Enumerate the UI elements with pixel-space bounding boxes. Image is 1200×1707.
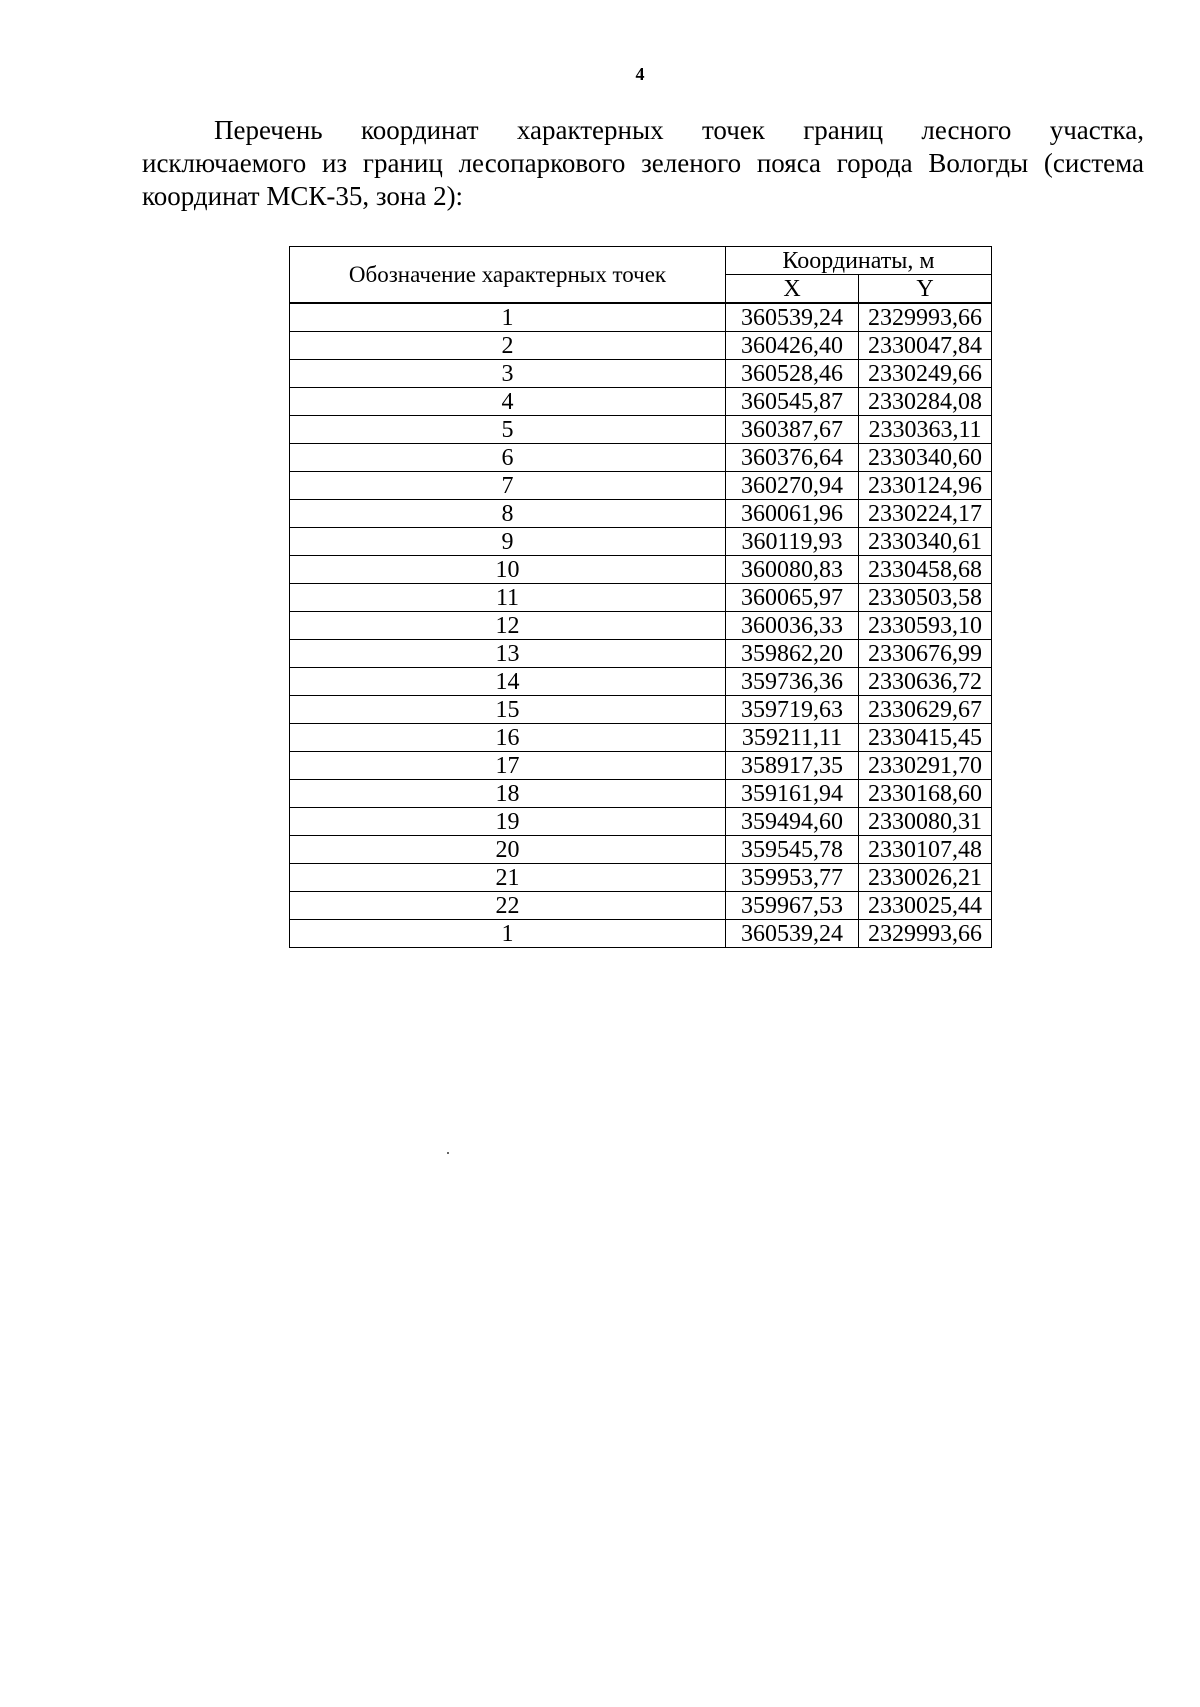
cell-point: 21 xyxy=(290,864,726,892)
header-point-designation: Обозначение характерных точек xyxy=(290,247,726,304)
cell-x: 359719,63 xyxy=(726,696,859,724)
table-row xyxy=(290,836,992,864)
table-row xyxy=(290,556,992,584)
table-header xyxy=(290,247,992,304)
table-row xyxy=(290,360,992,388)
table-row xyxy=(290,416,992,444)
cell-y: 2330107,48 xyxy=(859,836,992,864)
cell-y: 2330503,58 xyxy=(859,584,992,612)
cell-y: 2330284,08 xyxy=(859,388,992,416)
cell-point: 16 xyxy=(290,724,726,752)
cell-y: 2330080,31 xyxy=(859,808,992,836)
cell-x: 359953,77 xyxy=(726,864,859,892)
cell-y: 2330026,21 xyxy=(859,864,992,892)
cell-x: 360080,83 xyxy=(726,556,859,584)
cell-y: 2330168,60 xyxy=(859,780,992,808)
header-y: Y xyxy=(859,275,992,304)
scan-speck xyxy=(447,1152,449,1154)
cell-point: 14 xyxy=(290,668,726,696)
cell-x: 359736,36 xyxy=(726,668,859,696)
cell-point: 4 xyxy=(290,388,726,416)
cell-y: 2330629,67 xyxy=(859,696,992,724)
cell-point: 5 xyxy=(290,416,726,444)
cell-x: 360376,64 xyxy=(726,444,859,472)
table-row xyxy=(290,332,992,360)
cell-point: 10 xyxy=(290,556,726,584)
cell-point: 18 xyxy=(290,780,726,808)
cell-y: 2330025,44 xyxy=(859,892,992,920)
cell-x: 359967,53 xyxy=(726,892,859,920)
cell-x: 360036,33 xyxy=(726,612,859,640)
cell-y: 2330340,60 xyxy=(859,444,992,472)
cell-y: 2330291,70 xyxy=(859,752,992,780)
table-row xyxy=(290,668,992,696)
table-row xyxy=(290,528,992,556)
cell-y: 2330124,96 xyxy=(859,472,992,500)
cell-point: 2 xyxy=(290,332,726,360)
cell-x: 360539,24 xyxy=(726,303,859,332)
table-row xyxy=(290,892,992,920)
cell-x: 359494,60 xyxy=(726,808,859,836)
table-row xyxy=(290,500,992,528)
coordinates-table xyxy=(289,246,992,948)
table-row xyxy=(290,752,992,780)
table-row xyxy=(290,584,992,612)
cell-point: 13 xyxy=(290,640,726,668)
table-row xyxy=(290,388,992,416)
cell-x: 360545,87 xyxy=(726,388,859,416)
cell-point: 12 xyxy=(290,612,726,640)
cell-y: 2329993,66 xyxy=(859,920,992,948)
cell-x: 360270,94 xyxy=(726,472,859,500)
header-x: X xyxy=(726,275,859,304)
cell-point: 6 xyxy=(290,444,726,472)
cell-x: 359862,20 xyxy=(726,640,859,668)
cell-point: 9 xyxy=(290,528,726,556)
cell-point: 3 xyxy=(290,360,726,388)
cell-y: 2330047,84 xyxy=(859,332,992,360)
cell-x: 359161,94 xyxy=(726,780,859,808)
cell-x: 360119,93 xyxy=(726,528,859,556)
cell-point: 1 xyxy=(290,303,726,332)
intro-paragraph xyxy=(142,114,1144,213)
cell-point: 15 xyxy=(290,696,726,724)
table-row xyxy=(290,920,992,948)
header-coordinates: Координаты, м xyxy=(726,247,992,275)
cell-y: 2330224,17 xyxy=(859,500,992,528)
cell-x: 360061,96 xyxy=(726,500,859,528)
cell-y: 2330636,72 xyxy=(859,668,992,696)
cell-x: 359545,78 xyxy=(726,836,859,864)
cell-point: 11 xyxy=(290,584,726,612)
table-row xyxy=(290,303,992,332)
cell-y: 2330415,45 xyxy=(859,724,992,752)
cell-x: 360426,40 xyxy=(726,332,859,360)
cell-x: 360528,46 xyxy=(726,360,859,388)
cell-y: 2330676,99 xyxy=(859,640,992,668)
cell-y: 2329993,66 xyxy=(859,303,992,332)
table-body xyxy=(290,303,992,948)
table-row xyxy=(290,864,992,892)
cell-y: 2330458,68 xyxy=(859,556,992,584)
table-row xyxy=(290,444,992,472)
cell-point: 7 xyxy=(290,472,726,500)
table-row xyxy=(290,640,992,668)
intro-first-line: Перечень координат характерных точек границ лесного участка, xyxy=(214,115,1144,145)
table-row xyxy=(290,696,992,724)
cell-point: 20 xyxy=(290,836,726,864)
cell-x: 358917,35 xyxy=(726,752,859,780)
intro-rest: исключаемого из границ лесопаркового зеленого пояса города Вологды (система координат МСК-35, зона 2): xyxy=(142,148,1144,211)
cell-y: 2330593,10 xyxy=(859,612,992,640)
cell-point: 19 xyxy=(290,808,726,836)
cell-y: 2330363,11 xyxy=(859,416,992,444)
cell-x: 359211,11 xyxy=(726,724,859,752)
table-row xyxy=(290,780,992,808)
table-row xyxy=(290,472,992,500)
cell-x: 360387,67 xyxy=(726,416,859,444)
cell-point: 1 xyxy=(290,920,726,948)
cell-point: 17 xyxy=(290,752,726,780)
table-row xyxy=(290,808,992,836)
cell-point: 22 xyxy=(290,892,726,920)
page-number: 4 xyxy=(635,64,645,84)
table-row xyxy=(290,724,992,752)
table-row xyxy=(290,612,992,640)
cell-y: 2330249,66 xyxy=(859,360,992,388)
cell-y: 2330340,61 xyxy=(859,528,992,556)
cell-point: 8 xyxy=(290,500,726,528)
cell-x: 360065,97 xyxy=(726,584,859,612)
cell-x: 360539,24 xyxy=(726,920,859,948)
